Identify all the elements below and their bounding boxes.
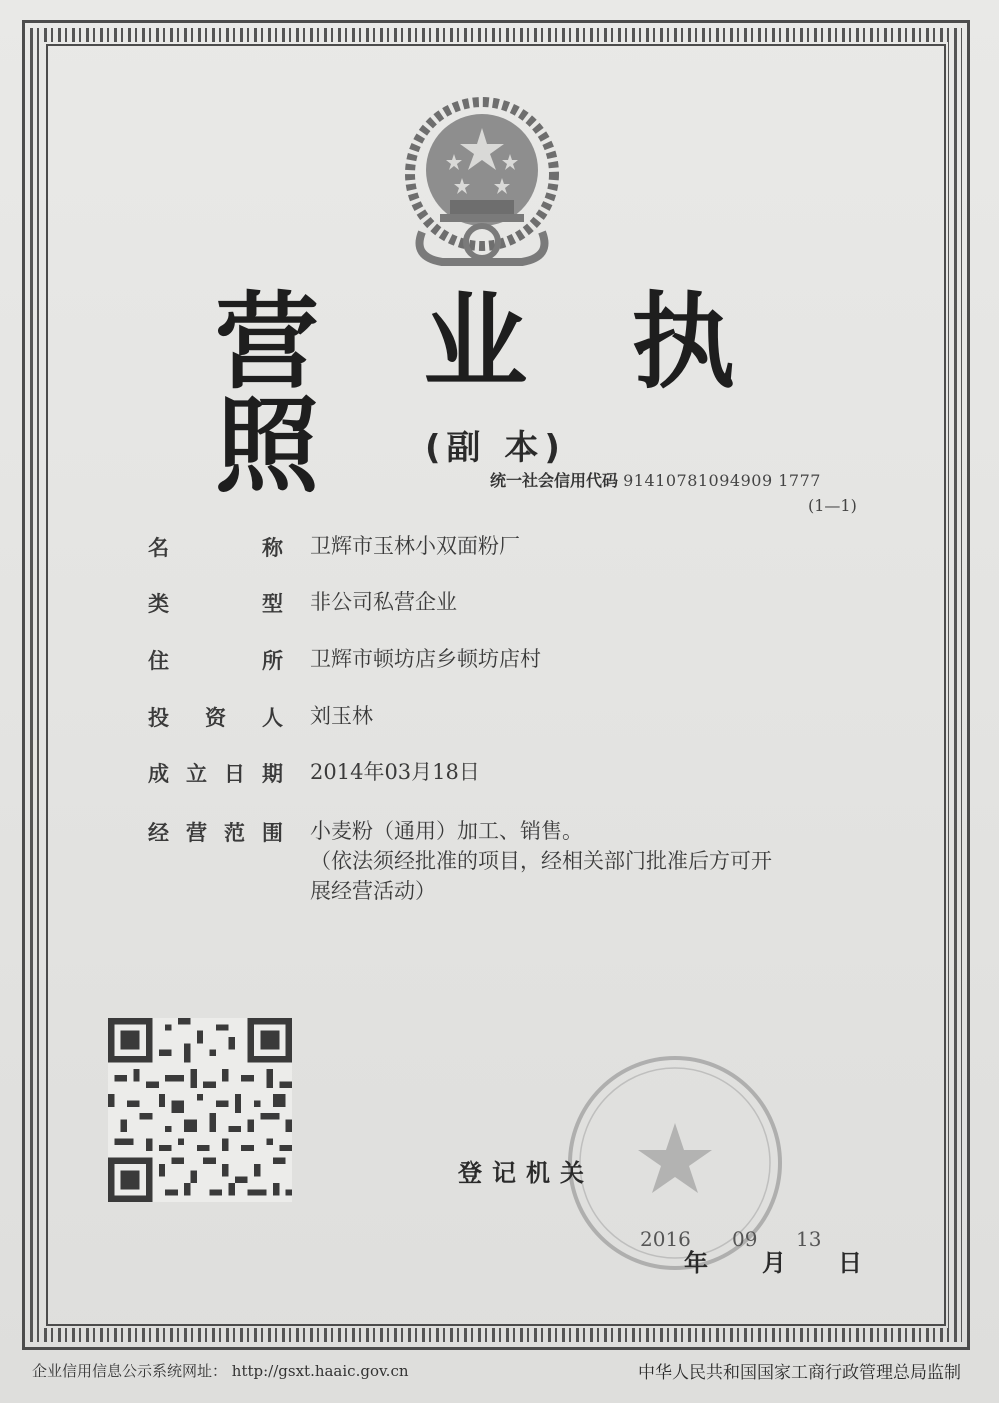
- field-label-established: 成 立 日 期: [148, 762, 283, 786]
- field-value-scope: 小麦粉（通用）加工、销售。: [310, 819, 583, 843]
- issue-day: 13: [796, 1227, 822, 1251]
- field-label-type: 类 型: [148, 592, 283, 616]
- footer-website-url: http://gsxt.haaic.gov.cn: [231, 1362, 409, 1380]
- registration-authority: 登记机关: [458, 1159, 594, 1187]
- field-label-investor: 投 资 人: [148, 706, 283, 730]
- credit-code-label: 统一社会信用代码: [490, 471, 619, 490]
- field-value-investor: 刘玉林: [310, 704, 373, 728]
- national-emblem-icon: [392, 92, 572, 272]
- issue-date: [640, 1227, 870, 1277]
- field-value-scope-line3: 展经营活动）: [310, 879, 436, 903]
- year-unit: 年: [684, 1249, 708, 1277]
- document-subtitle: (副 本): [425, 428, 566, 468]
- field-value-type: 非公司私营企业: [310, 590, 457, 614]
- footer-supervisor: 中华人民共和国国家工商行政管理总局监制: [638, 1363, 961, 1383]
- field-value-address: 卫辉市顿坊店乡顿坊店村: [310, 647, 541, 671]
- field-value-scope-line2: （依法须经批准的项目，经相关部门批准后方可开: [310, 849, 772, 873]
- document-title: 营 业 执 照: [215, 281, 770, 507]
- month-unit: 月: [762, 1249, 786, 1277]
- footer-website-label: 企业信用信息公示系统网址：: [32, 1362, 228, 1380]
- issue-month: 09: [732, 1227, 758, 1251]
- credit-code-value: 91410781094909 1777: [623, 471, 821, 490]
- day-unit: 日: [838, 1249, 862, 1277]
- qr-code-icon: [108, 1018, 292, 1202]
- field-value-established: 2014年03月18日: [310, 760, 480, 784]
- copy-serial: (1—1): [808, 496, 857, 515]
- credit-code: [490, 468, 821, 491]
- field-value-name: 卫辉市玉林小双面粉厂: [310, 534, 520, 558]
- field-label-name: 名 称: [148, 536, 283, 560]
- field-label-address: 住 所: [148, 649, 283, 673]
- footer-website: [32, 1360, 409, 1381]
- field-label-scope: 经 营 范 围: [148, 821, 283, 845]
- issue-year: 2016: [640, 1227, 691, 1251]
